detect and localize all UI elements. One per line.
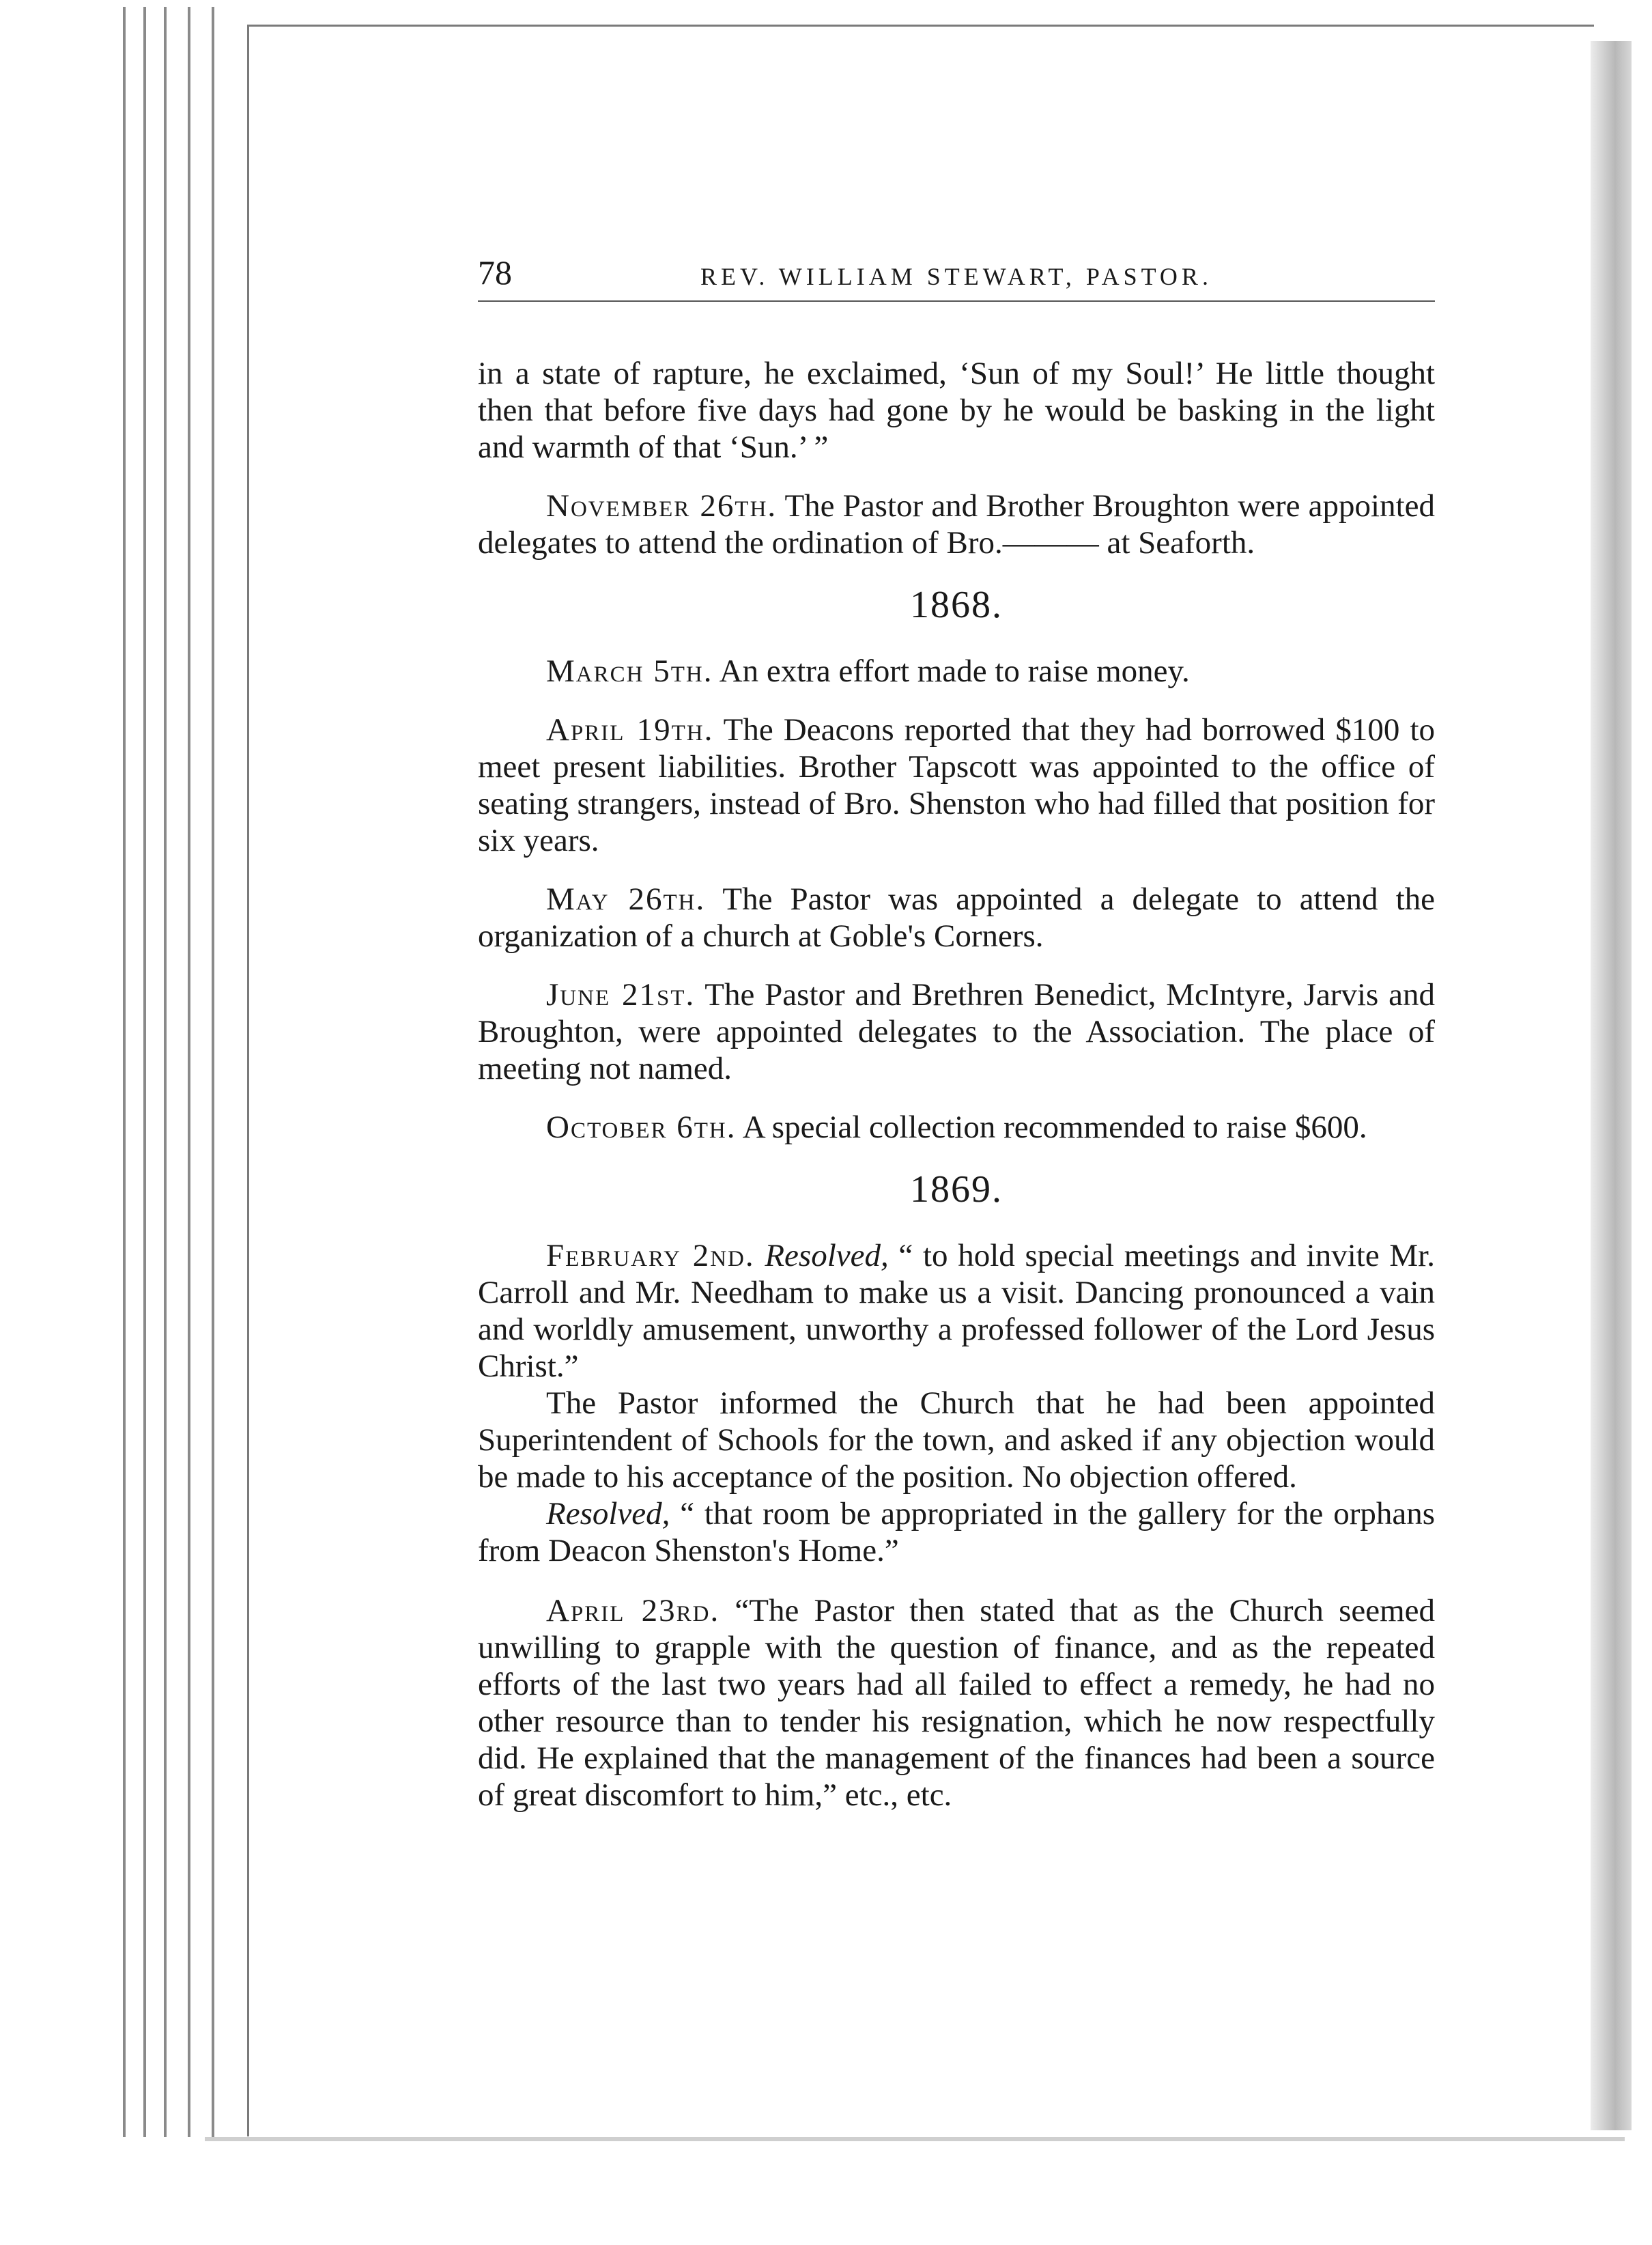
entry-date: November 26th. [546, 488, 778, 524]
entry-date: April 23rd. [546, 1593, 720, 1628]
superintendent-paragraph: The Pastor informed the Church that he had been appointed Superintendent of Schools for the town, and asked if any objection would be made to his acceptance of the position. No objection offered. [478, 1385, 1435, 1495]
entry-april-19: April 19th. The Deacons reported that they had borrowed $100 to meet present liabilities. Brother Tapscott was appointed to the office of seating strangers, instead of Bro. Shenston who had filled that position for six years. [478, 712, 1435, 858]
entry-november-26: November 26th. The Pastor and Brother Broughton were appointed delegates to attend the ordination of Bro.——— at Seaforth. [478, 488, 1436, 561]
entry-june-21: June 21st. The Pastor and Brethren Benedict, McIntyre, Jarvis and Broughton, were appointed delegates to the Association. The place of meeting not named. [478, 977, 1436, 1086]
year-heading-1868: 1868. [910, 584, 1003, 626]
entry-date: October 6th. [546, 1110, 737, 1145]
entry-date: April 19th. [546, 712, 714, 748]
page-bottom-edge [205, 2137, 1625, 2141]
entry-march-5: March 5th. An extra effort made to raise money. [546, 653, 1190, 689]
page-body [478, 355, 1435, 1835]
resolved-label: Resolved, [546, 1496, 670, 1531]
book-spine-shadow [1591, 41, 1632, 2130]
entry-date: June 21st. [546, 977, 696, 1013]
gallery-resolution: Resolved, “ that room be appropriated in the gallery for the orphans from Deacon Shenston's Home.” [478, 1496, 1435, 1568]
book-page-edges [123, 7, 253, 2137]
entry-october-6: October 6th. A special collection recommended to raise $600. [546, 1110, 1367, 1145]
entry-date: February 2nd. [546, 1238, 755, 1273]
opening-paragraph: in a state of rapture, he exclaimed, ‘Sun of my Soul!’ He little thought then that before five days had gone by he would be basking in the light and warmth of that ‘Sun.’ ” [478, 356, 1435, 465]
page-header [478, 253, 1435, 302]
running-head: REV. WILLIAM STEWART, PASTOR. [700, 263, 1212, 290]
resolved-label: Resolved, [765, 1238, 889, 1273]
entry-date: May 26th. [546, 881, 706, 917]
entry-april-23: April 23rd. “The Pastor then stated that as the Church seemed unwilling to grapple with the question of finance, and as the repeated efforts of the last two years had all failed to effect a remedy, he had no other resource than to tender his resignation, which he now respectfully did. He explained that the management of the finances had been a source of great discomfort to him,” etc., etc. [478, 1593, 1436, 1813]
year-heading-1869: 1869. [910, 1168, 1003, 1211]
entry-february-2: February 2nd. Resolved, “ to hold special meetings and invite Mr. Carroll and Mr. Needham to make us a visit. Dancing pronounced a vain and worldly amusement, unworthy a professed follower of the Lord Jesus Christ.” [478, 1238, 1435, 1384]
entry-date: March 5th. [546, 653, 713, 689]
entry-may-26: May 26th. The Pastor was appointed a delegate to attend the organization of a church at Goble's Corners. [478, 881, 1435, 954]
page-number: 78 [478, 253, 512, 292]
